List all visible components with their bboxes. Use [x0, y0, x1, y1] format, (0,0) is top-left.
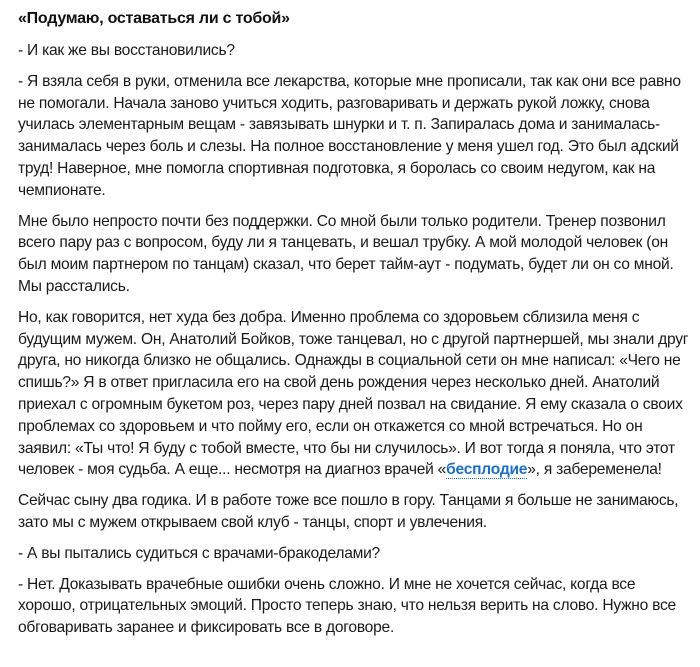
- paragraph-text: Но, как говорится, нет худа без добра. Именно проблема со здоровьем сблизила меня с будущим мужем. Он, Анатолий Бойков, тоже танцевал, но с другой партнершей, мы знали друг друга, но никогда близко не общались. Однажды в социальной сети он мне написал: «Чего не спишь?» Я в ответ пригласила его на свой день рождения через несколько дней. Анатолий приехал с огромным букетом роз, через пару дней позвал на свидание. Я ему сказала о своих проблемах со здоровьем и что пойму его, если он откажется со мной встречаться. Но он заявил: «Ты что! Я буду с тобой вместе, что бы ни случилось». И вот тогда я поняла, что этот человек - моя судьба. А еще... несмотря на диагноз врачей «: [18, 308, 689, 479]
- question-paragraph: - И как же вы восстановились?: [18, 42, 235, 59]
- question-paragraph: - А вы пытались судиться с врачами-бракоделами?: [18, 544, 380, 562]
- infertility-link[interactable]: бесплодие: [446, 461, 528, 479]
- section-heading: «Подумаю, оставаться ли с тобой»: [18, 10, 290, 27]
- answer-paragraph: - Я взяла себя в руки, отменила все лекарства, которые мне прописали, так как они все равно не помогали. Начала заново учиться ходить, разговаривать и держать рукой ложку, снова училась элементарным вещам - завязывать шнурки и т. п. Запиралась дома и занималась-занималась через боль и слезы. На полное восстановление у меня ушел год. Это был адский труд! Наверное, мне помогла спортивная подготовка, я боролась со своим недугом, как на чемпионате.: [18, 72, 681, 199]
- paragraph-text: », я забеременела!: [527, 461, 662, 479]
- answer-paragraph: - Нет. Доказывать врачебные ошибки очень сложно. И мне не хочется сейчас, когда все хорошо, отрицательных эмоций. Просто теперь знаю, что нельзя верить на слово. Нужно все обговаривать заранее и фиксировать все в договоре.: [18, 575, 676, 637]
- body-paragraph: Сейчас сыну два годика. И в работе тоже все пошло в гору. Танцами я больше не занимаюсь, зато мы с мужем открываем свой клуб - танцы, спорт и увлечения.: [18, 492, 679, 531]
- body-paragraph: Мне было непросто почти без поддержки. Со мной были только родители. Тренер позвонил всего пару раз с вопросом, буду ли я танцевать, и вешал трубку. А мой молодой человек (он был моим партнером по танцам) сказал, что берет тайм-аут - подумать, будет ли он со мной. Мы расстались.: [18, 212, 674, 295]
- article: [18, 8, 696, 648]
- body-paragraph-with-link: [18, 307, 696, 481]
